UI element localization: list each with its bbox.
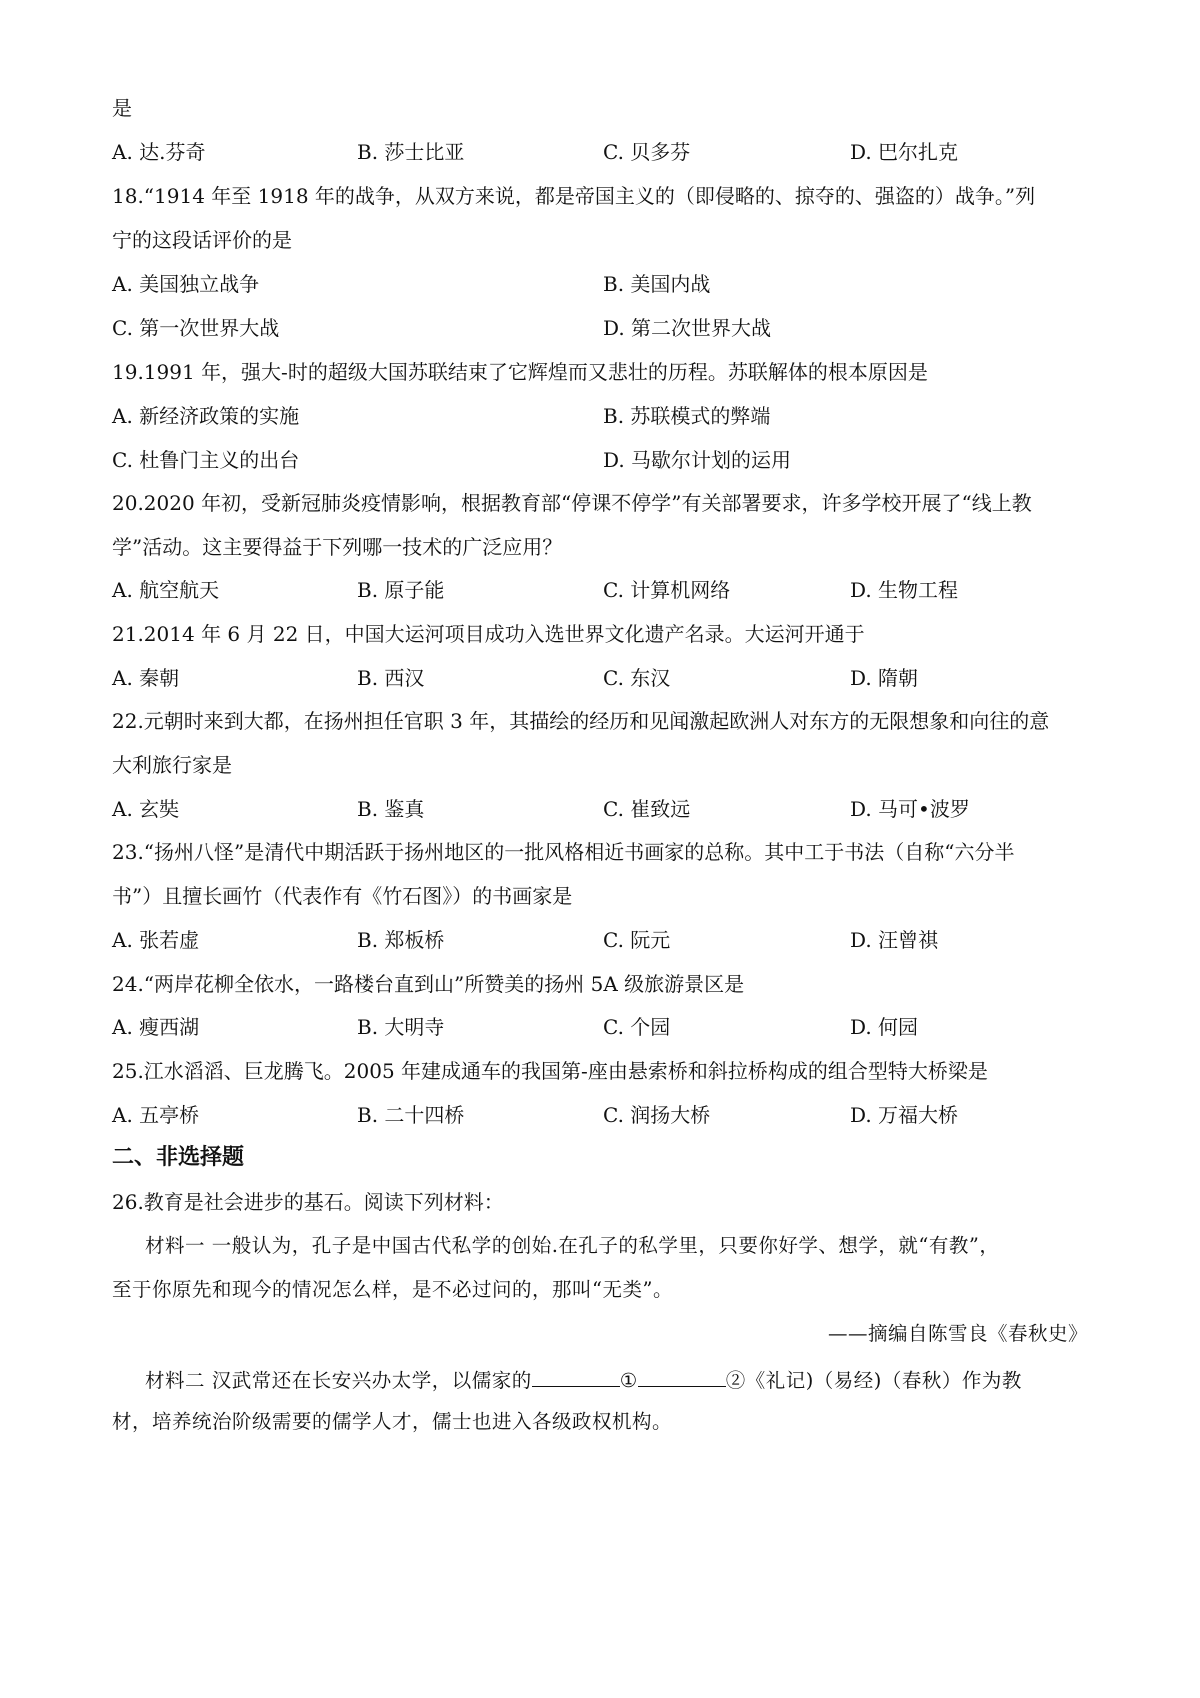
q25-option-b[interactable]: B. 二十四桥 <box>357 1103 465 1127</box>
q20-stem-line2: 学”活动。这主要得益于下列哪一技术的广泛应用？ <box>112 535 563 559</box>
q18-option-d[interactable]: D. 第二次世界大战 <box>603 316 772 340</box>
q24-option-a[interactable]: A. 瘦西湖 <box>112 1015 200 1039</box>
q26-material1-line1: 材料一 一般认为，孔子是中国古代私学的创始.在孔子的私学里，只要你好学、想学，就“有教”， <box>145 1234 1000 1257</box>
q21-stem-line1: 21.2014 年 6 月 22 日，中国大运河项目成功入选世界文化遗产名录。大运河开通于 <box>112 622 865 646</box>
q26-material2-line1 <box>145 1366 1022 1393</box>
q17-option-d[interactable]: D. 巴尔扎克 <box>850 140 959 164</box>
q17-stem-tail: 是 <box>112 96 132 120</box>
q18-option-a[interactable]: A. 美国独立战争 <box>112 272 260 296</box>
q23-option-b[interactable]: B. 郑板桥 <box>357 928 445 952</box>
q23-option-c[interactable]: C. 阮元 <box>603 928 671 952</box>
q26-material1-line2: 至于你原先和现今的情况怎么样，是不必过问的，那叫“无类”。 <box>112 1278 673 1301</box>
q23-stem-line1: 23.“扬州八怪”是清代中期活跃于扬州地区的一批风格相近书画家的总称。其中工于书法（自称“六分半 <box>112 840 1015 864</box>
q22-option-c[interactable]: C. 崔致远 <box>603 797 691 821</box>
q19-option-d[interactable]: D. 马歇尔计划的运用 <box>603 448 792 472</box>
q20-option-c[interactable]: C. 计算机网络 <box>603 578 731 602</box>
q26-material2-prefix: 材料二 汉武常还在长安兴办太学，以儒家的 <box>145 1369 532 1392</box>
q21-option-a[interactable]: A. 秦朝 <box>112 666 180 690</box>
q26-stem-line1: 26.教育是社会进步的基石。阅读下列材料： <box>112 1190 504 1214</box>
q22-option-d[interactable]: D. 马可•波罗 <box>850 797 970 821</box>
q18-stem-line2: 宁的这段话评价的是 <box>112 228 292 252</box>
q24-option-b[interactable]: B. 大明寺 <box>357 1015 445 1039</box>
q22-option-b[interactable]: B. 鉴真 <box>357 797 425 821</box>
q17-option-b[interactable]: B. 莎士比亚 <box>357 140 465 164</box>
q25-stem-line1: 25.江水滔滔、巨龙腾飞。2005 年建成通车的我国第-座由悬索桥和斜拉桥构成的组合型特大桥梁是 <box>112 1059 988 1083</box>
q18-option-c[interactable]: C. 第一次世界大战 <box>112 316 280 340</box>
q20-stem-line1: 20.2020 年初，受新冠肺炎疫情影响，根据教育部“停课不停学”有关部署要求，许多学校开展了“线上教 <box>112 491 1032 515</box>
q19-option-a[interactable]: A. 新经济政策的实施 <box>112 404 300 428</box>
q26-material2-suffix: ②《礼记)（易经)（春秋）作为教 <box>725 1369 1022 1392</box>
q25-option-a[interactable]: A. 五亭桥 <box>112 1103 200 1127</box>
blank-marker-1: ① <box>619 1369 638 1392</box>
q25-option-c[interactable]: C. 润扬大桥 <box>603 1103 711 1127</box>
q22-option-a[interactable]: A. 玄奘 <box>112 797 180 821</box>
q22-stem-line2: 大利旅行家是 <box>112 753 232 777</box>
q23-option-d[interactable]: D. 汪曾祺 <box>850 928 939 952</box>
q26-material2-line2: 材，培养统治阶级需要的儒学人才，儒士也进入各级政权机构。 <box>112 1410 673 1433</box>
q24-option-d[interactable]: D. 何园 <box>850 1015 919 1039</box>
section-heading-non-choice: 二、非选择题 <box>112 1145 245 1170</box>
q21-option-d[interactable]: D. 隋朝 <box>850 666 919 690</box>
q24-stem-line1: 24.“两岸花柳全依水，一路楼台直到山”所赞美的扬州 5A 级旅游景区是 <box>112 972 745 996</box>
q20-option-a[interactable]: A. 航空航天 <box>112 578 220 602</box>
q23-option-a[interactable]: A. 张若虚 <box>112 928 200 952</box>
answer-blank-2[interactable] <box>638 1366 726 1387</box>
q19-option-c[interactable]: C. 杜鲁门主义的出台 <box>112 448 300 472</box>
q20-option-b[interactable]: B. 原子能 <box>357 578 445 602</box>
q22-stem-line1: 22.元朝时来到大都，在扬州担任官职 3 年，其描绘的经历和见闻激起欧洲人对东方的无限想象和向往的意 <box>112 709 1050 733</box>
q21-option-c[interactable]: C. 东汉 <box>603 666 671 690</box>
q19-stem-line1: 19.1991 年，强大-时的超级大国苏联结束了它辉煌而又悲壮的历程。苏联解体的根本原因是 <box>112 360 928 384</box>
answer-blank-1[interactable] <box>532 1366 620 1387</box>
q25-option-d[interactable]: D. 万福大桥 <box>850 1103 959 1127</box>
q17-option-c[interactable]: C. 贝多芬 <box>603 140 691 164</box>
q21-option-b[interactable]: B. 西汉 <box>357 666 425 690</box>
q23-stem-line2: 书”）且擅长画竹（代表作有《竹石图》）的书画家是 <box>112 884 573 908</box>
q19-option-b[interactable]: B. 苏联模式的弊端 <box>603 404 771 428</box>
q18-option-b[interactable]: B. 美国内战 <box>603 272 711 296</box>
q24-option-c[interactable]: C. 个园 <box>603 1015 671 1039</box>
q18-stem-line1: 18.“1914 年至 1918 年的战争，从双方来说，都是帝国主义的（即侵略的、掠夺的、强盗的）战争。”列 <box>112 184 1036 208</box>
q26-material1-source: ——摘编自陈雪良《春秋史》 <box>827 1322 1088 1345</box>
q20-option-d[interactable]: D. 生物工程 <box>850 578 959 602</box>
q17-option-a[interactable]: A. 达.芬奇 <box>112 140 206 164</box>
